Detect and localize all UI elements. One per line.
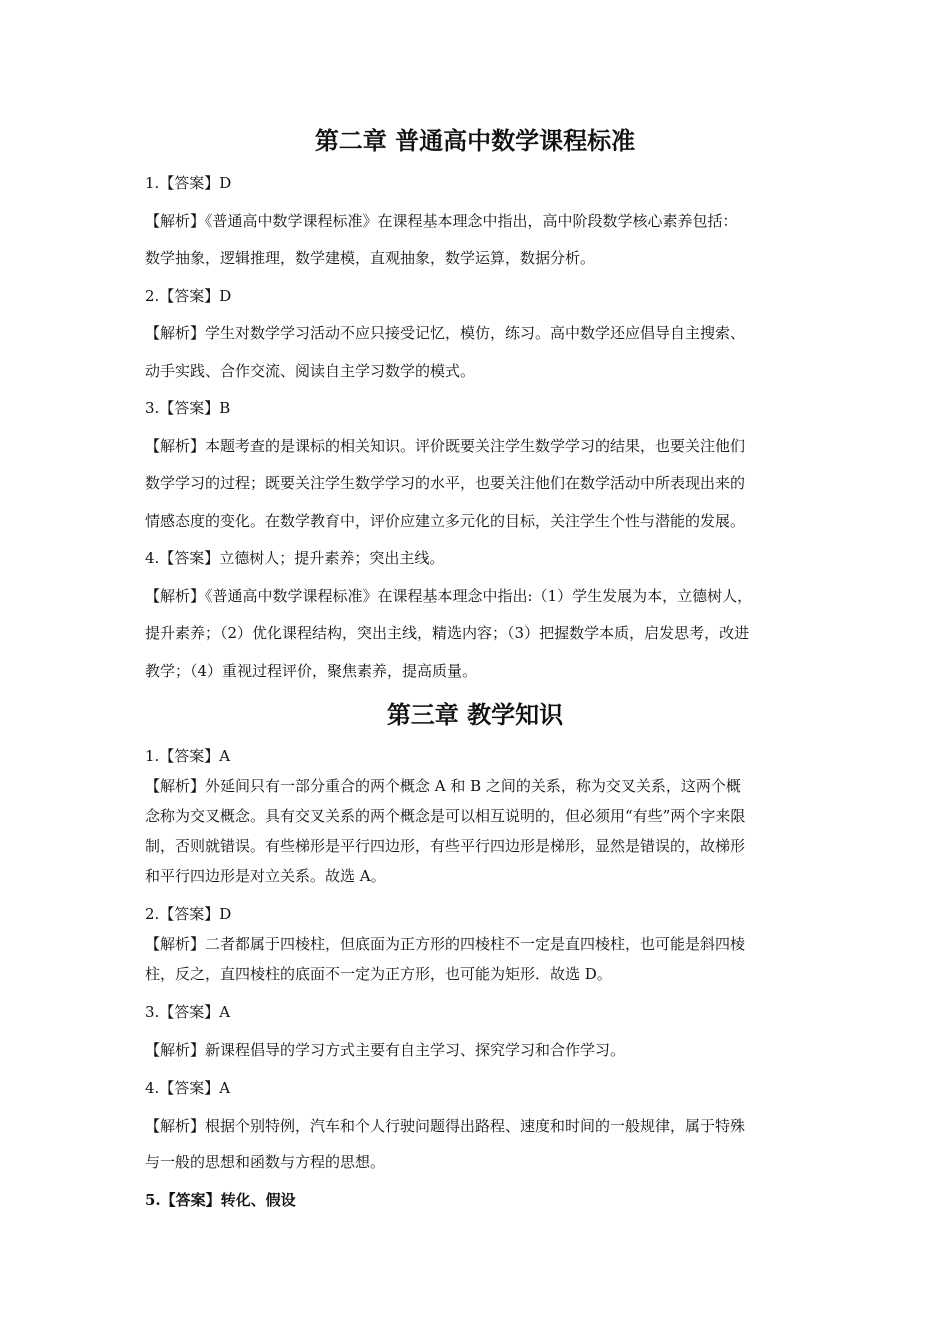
analysis-line: 【解析】二者都属于四棱柱，但底面为正方形的四棱柱不一定是直四棱柱，也可能是斜四棱 bbox=[145, 935, 746, 953]
analysis-line: 【解析】《普通高中数学课程标准》在课程基本理念中指出，高中阶段数学核心素养包括： bbox=[145, 211, 738, 230]
chapter-3-title: 第三章 教学知识 bbox=[386, 700, 564, 729]
analysis-line: 情感态度的变化。在数学教育中，评价应建立多元化的目标，关注学生个性与潜能的发展。 bbox=[145, 511, 746, 530]
answer-line: 2.【答案】D bbox=[145, 286, 232, 305]
analysis-line: 【解析】学生对数学学习活动不应只接受记忆，模仿，练习。高中数学还应倡导自主搜索、 bbox=[145, 324, 746, 342]
analysis-line: 提升素养；（2）优化课程结构，突出主线，精选内容；（3）把握数学本质，启发思考，改进 bbox=[145, 624, 750, 642]
chapter-2-answers bbox=[145, 165, 809, 690]
answer-line: 5.【答案】转化、假设 bbox=[145, 1191, 296, 1209]
answer-line: 4.【答案】A bbox=[145, 1079, 231, 1097]
analysis-line: 数学学习的过程；既要关注学生数学学习的水平，也要关注他们在数学活动中所表现出来的 bbox=[145, 474, 746, 492]
analysis-line: 念称为交叉概念。具有交叉关系的两个概念是可以相互说明的，但必须用“有些”两个字来限 bbox=[145, 807, 746, 825]
analysis-line: 和平行四边形是对立关系。故选 A。 bbox=[145, 867, 386, 885]
analysis-line: 【解析】根据个别特例，汽车和个人行驶问题得出路程、速度和时间的一般规律，属于特殊 bbox=[145, 1117, 746, 1135]
analysis-line: 【解析】新课程倡导的学习方式主要有自主学习、探究学习和合作学习。 bbox=[145, 1041, 626, 1059]
answer-line: 1.【答案】A bbox=[145, 747, 231, 765]
analysis-line: 制，否则就错误。有些梯形是平行四边形，有些平行四边形是梯形，显然是错误的，故梯形 bbox=[145, 837, 746, 855]
answer-line: 3.【答案】B bbox=[145, 399, 231, 417]
analysis-line: 动手实践、合作交流、阅读自主学习数学的模式。 bbox=[145, 361, 476, 380]
answer-line: 1.【答案】D bbox=[145, 174, 232, 192]
answer-line: 2.【答案】D bbox=[145, 905, 232, 923]
analysis-line: 教学；（4）重视过程评价，聚焦素养，提高质量。 bbox=[145, 661, 478, 680]
chapter-3-answers bbox=[145, 742, 809, 1215]
analysis-line: 与一般的思想和函数与方程的思想。 bbox=[145, 1153, 386, 1171]
answer-line: 4.【答案】立德树人；提升素养；突出主线。 bbox=[145, 549, 445, 567]
analysis-line: 【解析】《普通高中数学课程标准》在课程基本理念中指出:（1）学生发展为本，立德树人， bbox=[145, 586, 753, 605]
analysis-line: 数学抽象，逻辑推理，数学建模，直观抽象，数学运算，数据分析。 bbox=[145, 249, 596, 267]
chapter-2-title: 第二章 普通高中数学课程标准 bbox=[314, 126, 636, 155]
analysis-line: 【解析】本题考查的是课标的相关知识。评价既要关注学生数学学习的结果，也要关注他们 bbox=[145, 436, 746, 455]
analysis-line: 【解析】外延间只有一部分重合的两个概念 A 和 B 之间的关系，称为交叉关系，这两个概 bbox=[145, 777, 741, 795]
analysis-line: 柱，反之，直四棱柱的底面不一定为正方形，也可能为矩形．故选 D。 bbox=[145, 965, 612, 983]
answer-line: 3.【答案】A bbox=[145, 1003, 231, 1021]
